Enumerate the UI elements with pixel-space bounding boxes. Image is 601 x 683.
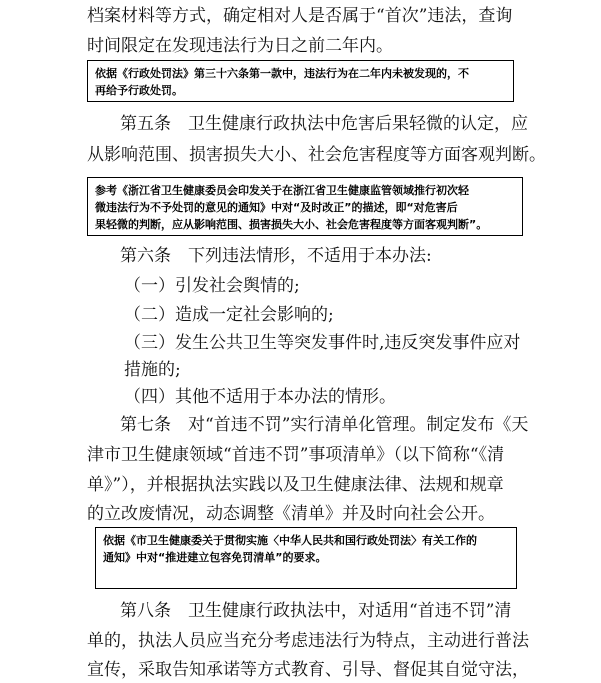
annotation-text: 依据《行政处罚法》第三十六条第一款中，违法行为在二年内未被发现的，不 <box>95 67 469 80</box>
article-6-item: （四）其他不适用于本办法的情形。 <box>124 387 396 407</box>
body-text-line: 时间限定在发现违法行为日之前二年内。 <box>87 36 393 56</box>
annotation-note <box>87 177 523 236</box>
article-7-line: 第七条 对“首违不罚”实行清单化管理。制定发布《天 <box>120 415 529 435</box>
article-6-item: （三）发生公共卫生等突发事件时,违反突发事件应对 <box>124 333 521 353</box>
article-8-line: 宣传，采取告知承诺等方式教育、引导、督促其自觉守法， <box>87 660 529 680</box>
annotation-text: 通知》中对“推进建立包容免罚清单”的要求。 <box>103 551 327 564</box>
article-6-item: （一）引发社会舆情的; <box>124 276 300 296</box>
article-7-line: 单》”），并根据执法实践以及卫生健康法律、法规和规章 <box>87 475 504 495</box>
annotation-note <box>87 60 514 102</box>
annotation-text: 再给予行政处罚。 <box>95 84 183 97</box>
article-6-item: （二）造成一定社会影响的; <box>124 305 334 325</box>
annotation-note <box>95 527 517 589</box>
article-8-line: 单的，执法人员应当充分考虑违法行为特点，主动进行普法 <box>87 631 529 651</box>
article-7-line: 津市卫生健康领域“首违不罚”事项清单》（以下简称“《清 <box>87 445 505 465</box>
article-6-line: 第六条 下列违法情形，不适用于本办法: <box>120 246 432 266</box>
body-text-line: 档案材料等方式，确定相对人是否属于“首次”违法，查询 <box>87 6 513 26</box>
article-6-item: 措施的; <box>124 360 181 380</box>
article-5-line: 从影响范围、损害损失大小、社会危害程度等方面客观判断。 <box>87 145 546 165</box>
annotation-text: 果轻微的判断，应从影响范围、损害损失大小、社会危害程度等方面客观判断”。 <box>95 218 488 231</box>
annotation-text: 依据《市卫生健康委关于贯彻实施〈中华人民共和国行政处罚法〉有关工作的 <box>103 534 477 547</box>
article-8-line: 第八条 卫生健康行政执法中，对适用“首违不罚”清 <box>120 601 512 621</box>
article-7-line: 的立改废情况，动态调整《清单》并及时向社会公开。 <box>87 504 495 524</box>
article-5-line: 第五条 卫生健康行政执法中危害后果轻微的认定，应 <box>120 114 528 134</box>
annotation-text: 微违法行为不予处罚的意见的通知》中对“及时改正”的描述，即“对危害后 <box>95 201 458 214</box>
annotation-text: 参考《浙江省卫生健康委员会印发关于在浙江省卫生健康监管领域推行初次轻 <box>95 184 469 197</box>
